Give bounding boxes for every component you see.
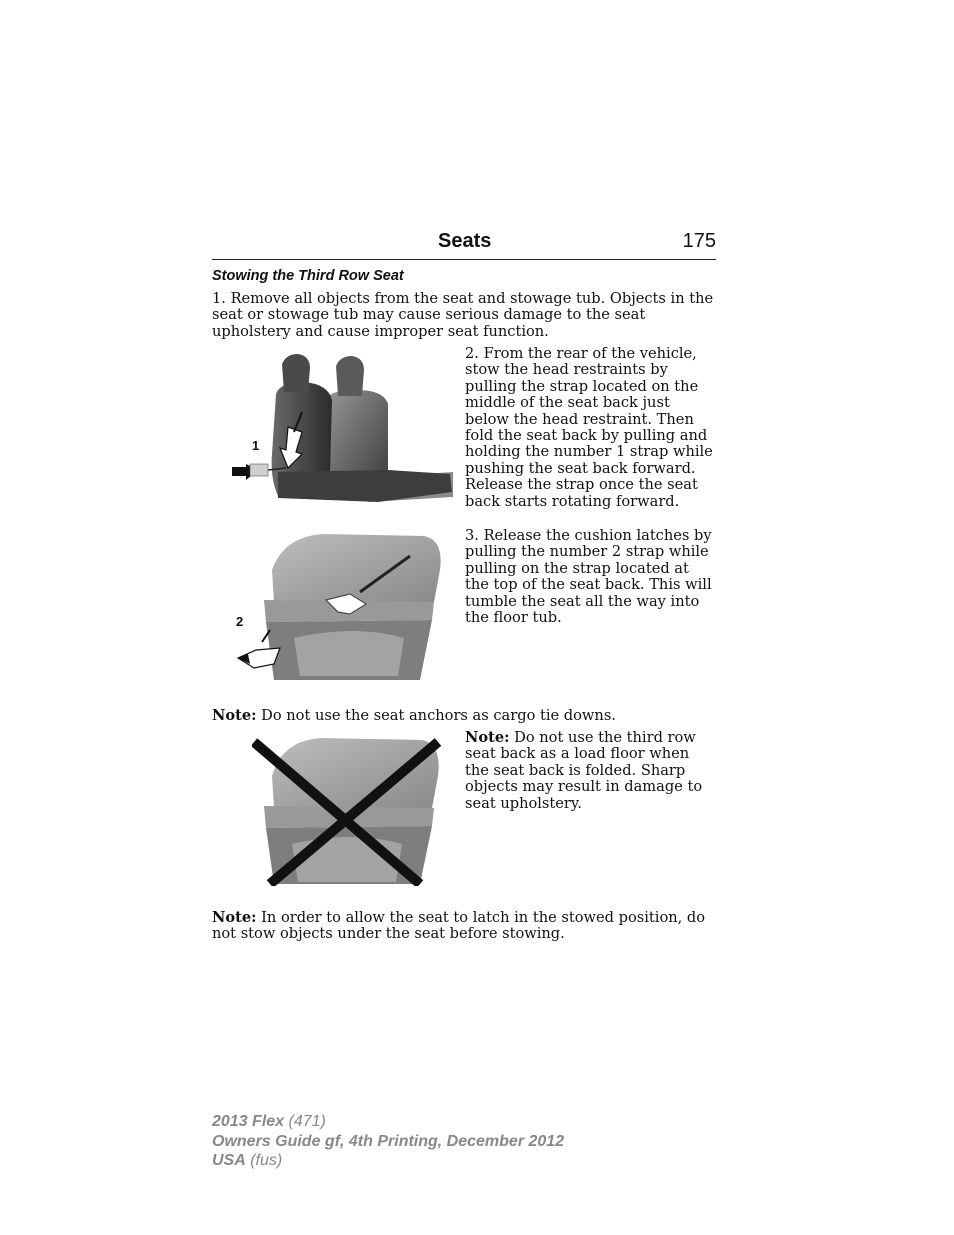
callout-number-2: 2: [236, 614, 244, 629]
page-header: [212, 228, 716, 260]
callout-number-1: 1: [252, 438, 260, 453]
footer-guide: Owners Guide gf, 4th Printing, December 2012: [212, 1132, 565, 1150]
step-2-text: 2. From the rear of the vehicle, stow the head restraints by pulling the strap located on the middle of the seat back just below the head restraint. Then fold the seat back by pulling and holding the number 1 strap while pushing the seat back forward. Release the strap once the seat back starts rotating forward.: [465, 345, 713, 510]
footer-model-code: (471): [284, 1113, 326, 1130]
note-cargo-tie-downs: [212, 708, 717, 724]
footer-model-line: [212, 1112, 564, 1132]
page-number: 175: [682, 230, 716, 252]
step-1-text: 1. Remove all objects from the seat and stowage tub. Objects in the seat or stowage tub may cause serious damage to the seat upholstery and cause improper seat function.: [212, 290, 714, 340]
seat-tumble-illustration: [234, 530, 444, 682]
step-3-text: 3. Release the cushion latches by pulling the number 2 strap while pulling on the strap located at the top of the seat back. This will tumble the seat all the way into the floor tub.: [465, 527, 712, 627]
figure-seat-fold: [228, 352, 456, 512]
footer-guide-line: [212, 1132, 564, 1152]
note-text: In order to allow the seat to latch in the stowed position, do not stow objects under the seat before stowing.: [212, 909, 706, 943]
section-title: Seats: [438, 230, 492, 252]
footer-region: USA: [212, 1152, 246, 1169]
figure-seat-tumble: [234, 530, 444, 682]
prohibited-load-floor-illustration: [252, 736, 444, 886]
note-label: Note:: [212, 707, 257, 724]
note-text: Do not use the third row seat back as a load floor when the seat back is folded. Sharp objects may result in damage to seat upholstery.: [465, 729, 703, 812]
footer-region-line: [212, 1151, 564, 1171]
subheading: Stowing the Third Row Seat: [212, 268, 404, 284]
footer-region-code: (fus): [245, 1152, 283, 1169]
note-text: Do not use the seat anchors as cargo tie downs.: [256, 707, 616, 724]
note-label: Note:: [465, 729, 510, 746]
page-footer: [212, 1112, 564, 1171]
footer-model: 2013 Flex: [212, 1113, 285, 1130]
figure-no-load-floor: [252, 736, 444, 886]
note-stow-objects: [212, 910, 717, 943]
note-load-floor: [465, 730, 717, 812]
seat-fold-illustration: [228, 352, 456, 512]
note-label: Note:: [212, 909, 257, 926]
